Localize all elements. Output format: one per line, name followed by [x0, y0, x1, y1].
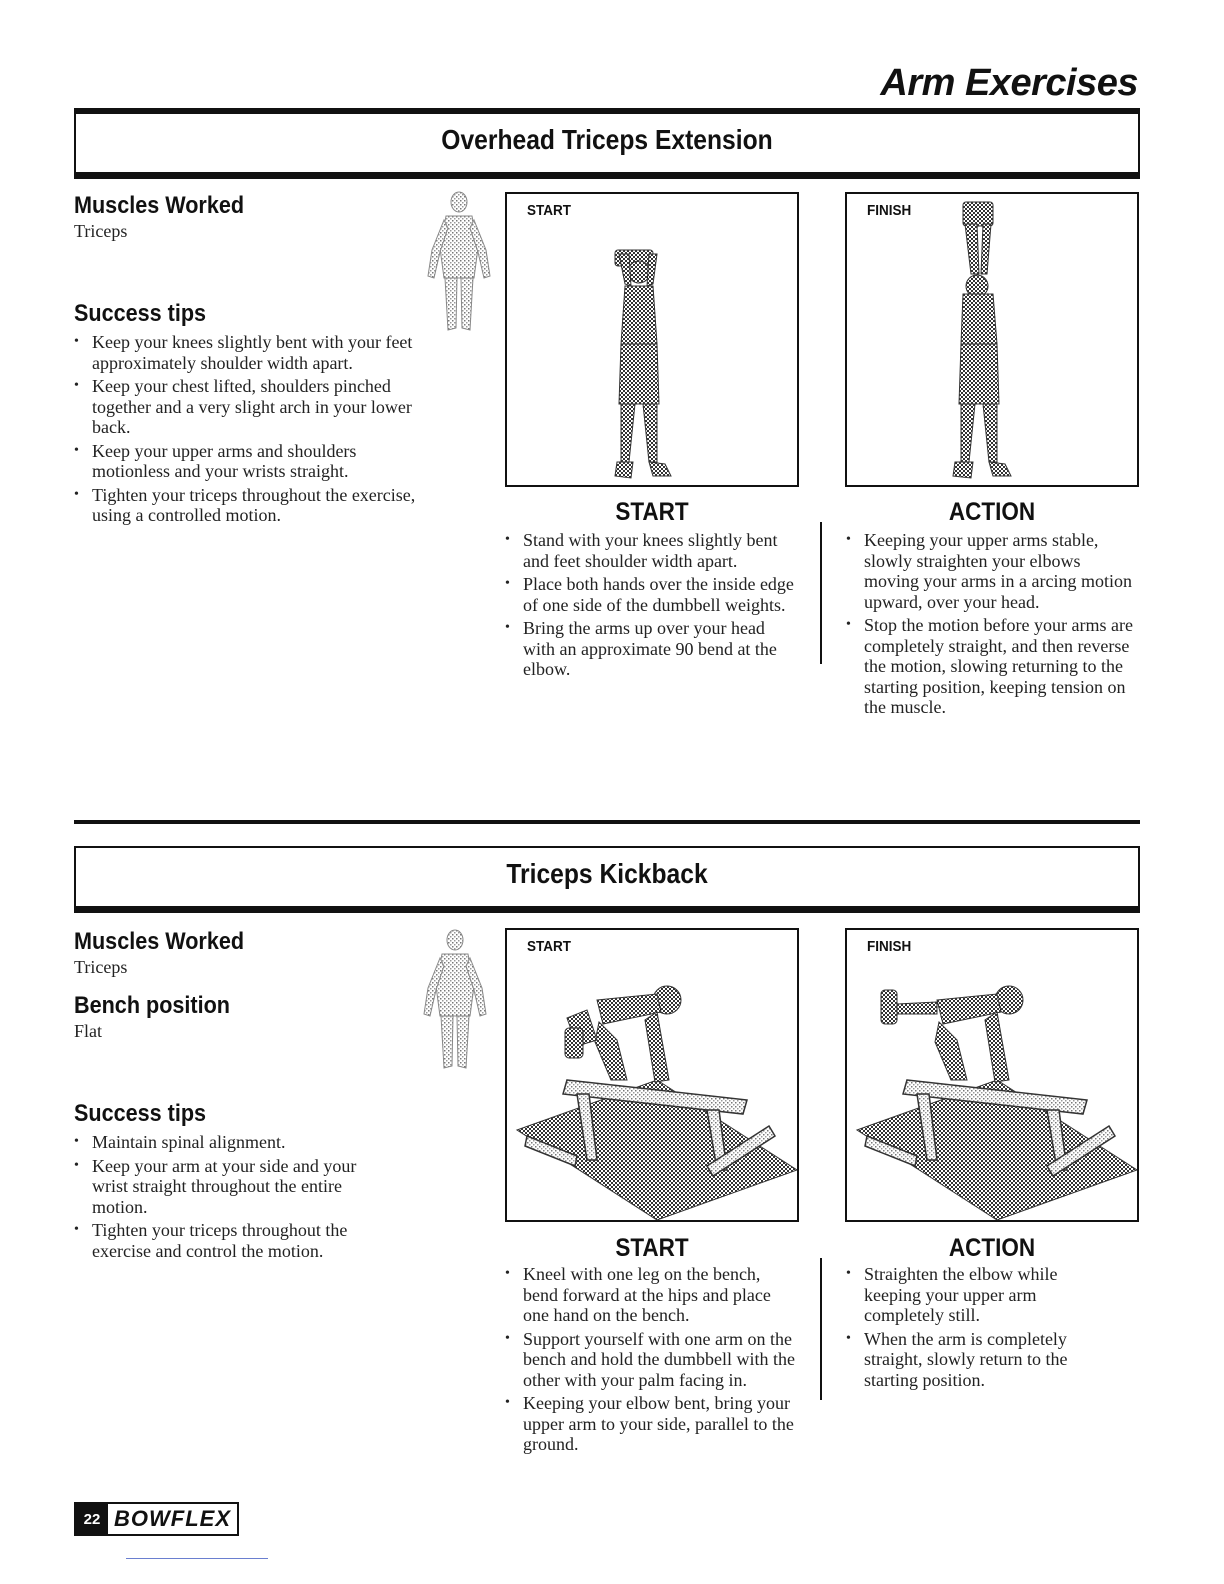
success-tips-list: [74, 332, 424, 529]
success-tips-label: Success tips: [74, 1100, 207, 1127]
tip-item: • Keep your knees slightly bent with your feet approximately shoulder width apart.: [74, 332, 424, 373]
page-number: 22: [76, 1504, 108, 1534]
person-kneeling-bench-start-illustration: [507, 930, 799, 1222]
start-step-item: • Bring the arms up over your head with an approximate 90 bend at the elbow.: [505, 618, 795, 680]
action-heading: ACTION: [948, 498, 1036, 526]
muscles-worked-label: Muscles Worked: [74, 928, 245, 955]
start-step-item: • Keeping your elbow bent, bring your upper arm to your side, parallel to the ground.: [505, 1393, 795, 1455]
muscles-worked-value: Triceps: [74, 221, 128, 241]
muscles-worked-label: Muscles Worked: [74, 192, 245, 219]
start-steps-list: [505, 1264, 795, 1458]
success-tips-label: Success tips: [74, 300, 207, 327]
page-footer: [74, 1502, 239, 1536]
action-steps-list: [846, 530, 1136, 721]
success-tips-list: [74, 1132, 394, 1264]
brand-logo: BOWFLEX: [114, 1506, 231, 1531]
bench-position-value: Flat: [74, 1021, 103, 1041]
finish-photo-tag: FINISH: [867, 938, 912, 955]
bench-position-label: Bench position: [74, 992, 231, 1019]
muscles-worked-value: Triceps: [74, 957, 128, 977]
start-photo: [505, 928, 799, 1222]
person-standing-overhead-start-illustration: [507, 194, 799, 487]
tip-item: • Tighten your triceps throughout the exercise and control the motion.: [74, 1220, 394, 1261]
person-standing-overhead-finish-illustration: [847, 194, 1139, 487]
title-underbar: [74, 172, 1140, 179]
column-divider: [820, 1258, 822, 1400]
exercise-title: Triceps Kickback: [506, 858, 708, 889]
section-divider: [74, 820, 1140, 824]
exercise-title-box: [74, 846, 1140, 906]
action-step-item: • Keeping your upper arms stable, slowly straighten your elbows moving your arms in a arcing motion upward, over your head.: [846, 530, 1136, 612]
action-step-item: • When the arm is completely straight, slowly return to the starting position.: [846, 1329, 1106, 1391]
person-kneeling-bench-finish-illustration: [847, 930, 1139, 1222]
tip-item: • Maintain spinal alignment.: [74, 1132, 394, 1153]
start-photo-tag: START: [527, 938, 572, 955]
tip-item: • Keep your chest lifted, shoulders pinched together and a very slight arch in your lower back.: [74, 376, 424, 438]
start-photo: [505, 192, 799, 487]
section-header: Arm Exercises: [880, 62, 1138, 104]
start-step-item: • Stand with your knees slightly bent and feet shoulder width apart.: [505, 530, 795, 571]
start-step-item: • Kneel with one leg on the bench, bend forward at the hips and place one hand on the bench.: [505, 1264, 795, 1326]
start-steps-list: [505, 530, 795, 683]
title-underbar: [74, 906, 1140, 913]
finish-photo-tag: FINISH: [867, 202, 912, 219]
start-photo-tag: START: [527, 202, 572, 219]
action-step-item: • Straighten the elbow while keeping your upper arm completely still.: [846, 1264, 1106, 1326]
tip-item: • Keep your upper arms and shoulders motionless and your wrists straight.: [74, 441, 424, 482]
start-heading: START: [615, 1234, 689, 1262]
action-step-item: • Stop the motion before your arms are completely straight, and then reverse the motion, slowing returning to the starting position, keeping tension on the muscle.: [846, 615, 1136, 718]
start-step-item: • Support yourself with one arm on the bench and hold the dumbbell with the other with your palm facing in.: [505, 1329, 795, 1391]
column-divider: [820, 522, 822, 664]
action-heading: ACTION: [948, 1234, 1036, 1262]
tip-item: • Tighten your triceps throughout the exercise, using a controlled motion.: [74, 485, 424, 526]
start-heading: START: [615, 498, 689, 526]
start-step-item: • Place both hands over the inside edge of one side of the dumbbell weights.: [505, 574, 795, 615]
finish-photo: [845, 192, 1139, 487]
footer-link-line: [126, 1558, 268, 1559]
anatomy-figure-icon: [420, 926, 490, 1074]
exercise-title-box: [74, 112, 1140, 172]
anatomy-figure-icon: [424, 188, 494, 336]
action-steps-list: [846, 1264, 1106, 1393]
finish-photo: [845, 928, 1139, 1222]
exercise-title: Overhead Triceps Extension: [441, 124, 773, 155]
tip-item: • Keep your arm at your side and your wrist straight throughout the entire motion.: [74, 1156, 394, 1218]
